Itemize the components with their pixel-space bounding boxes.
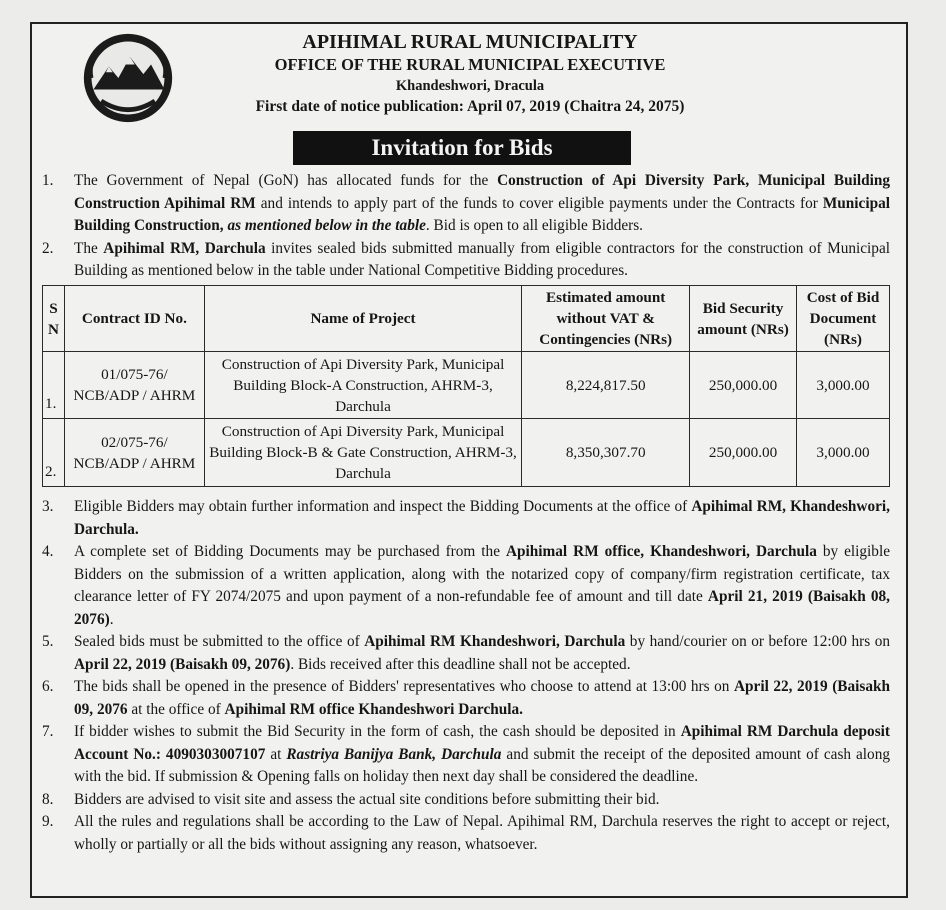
item-text-run: April 22, 2019 (Baisakh 09, 2076) bbox=[74, 655, 291, 673]
item-text-run: Apihimal RM Khandeshwori, Darchula bbox=[364, 633, 626, 650]
cell-sn: 1. bbox=[43, 352, 65, 419]
item-text-run: by eligible Bidders on the submission of a written application, along with the notarized copy of company/firm registration certificate, tax clearance letter of FY 2074/2075 and upon payment of a non-refundable fee of amount and till date bbox=[74, 543, 890, 605]
item-text-run: Apihimal RM, Khandeshwori, Darchula. bbox=[74, 498, 890, 538]
item-text-run: Bidders are advised to visit site and assess the actual site conditions before submitting their bid. bbox=[74, 790, 660, 808]
item-text-run: If bidder wishes to submit the Bid Security in the form of cash, the cash should be deposited in bbox=[74, 723, 681, 740]
cell-project-name: Construction of Api Diversity Park, Municipal Building Block-A Construction, AHRM-3, Darchula bbox=[204, 352, 521, 419]
item-text bbox=[74, 789, 890, 812]
notice-header bbox=[180, 30, 760, 118]
column-header-estimated-amount: Estimated amount without VAT & Contingencies (NRs) bbox=[522, 286, 690, 352]
municipality-name: APIHIMAL RURAL MUNICIPALITY bbox=[302, 31, 638, 53]
item-text-run: at bbox=[265, 745, 287, 763]
item-text-run: . bbox=[109, 610, 114, 628]
item-text-run: Apihimal RM, Darchula bbox=[103, 239, 266, 257]
item-number: 9. bbox=[42, 813, 54, 830]
item-text-run: April 21, 2019 (Baisakh 08, 2076) bbox=[74, 588, 890, 628]
item-text-run: The bbox=[74, 239, 104, 257]
item-text-run: as mentioned below in the table bbox=[227, 217, 426, 234]
office-name: OFFICE OF THE RURAL MUNICIPAL EXECUTIVE bbox=[274, 55, 666, 74]
item-text-run: by hand/courier on or before 12:00 hrs on bbox=[625, 633, 890, 650]
item-text-run: Apihimal RM Darchula deposit Account No.: 4090303007107 bbox=[74, 723, 890, 763]
cell-sn: 2. bbox=[43, 419, 65, 487]
notice-item bbox=[38, 631, 890, 676]
office-location: Khandeshwori, Dracula bbox=[395, 78, 545, 94]
cell-bid-security: 250,000.00 bbox=[690, 352, 797, 419]
notice-item bbox=[38, 170, 890, 238]
item-text-run: Apihimal RM office, Khandeshwori, Darchula bbox=[505, 543, 817, 560]
cell-contract-id: 01/075-76/ NCB/ADP / AHRM bbox=[64, 352, 204, 419]
notice-item bbox=[38, 721, 890, 789]
notice-publication-date: First date of notice publication: April 07, 2019 (Chaitra 24, 2075) bbox=[255, 98, 685, 115]
cell-estimated-amount: 8,350,307.70 bbox=[522, 419, 690, 487]
item-number: 5. bbox=[42, 633, 54, 650]
item-text-run: All the rules and regulations shall be according to the Law of Nepal. Apihimal RM, Darchula reserves the right to accept or reject, wholly or partially or all the bids without assigning any reason, whatsoever. bbox=[74, 813, 890, 853]
notice-item bbox=[38, 811, 890, 856]
item-text bbox=[74, 170, 890, 238]
bids-table bbox=[42, 285, 890, 487]
nepal-emblem-logo bbox=[80, 30, 176, 126]
cell-contract-id: 02/075-76/ NCB/ADP / AHRM bbox=[64, 419, 204, 487]
item-text-run: Sealed bids must be submitted to the office of bbox=[74, 633, 365, 650]
item-number: 2. bbox=[42, 239, 54, 257]
item-text-run: Eligible Bidders may obtain further information and inspect the Bidding Documents at the office of bbox=[74, 498, 692, 515]
item-text-run: Municipal Building Construction, bbox=[74, 194, 890, 234]
item-number: 6. bbox=[42, 678, 54, 695]
item-text-run: The bids shall be opened in the presence of Bidders' representatives who choose to attend at 13:00 hrs on bbox=[74, 678, 734, 695]
item-text bbox=[74, 541, 890, 631]
item-number: 3. bbox=[42, 498, 54, 515]
notice-item bbox=[38, 541, 890, 631]
notice-item bbox=[38, 496, 890, 541]
item-text-run: invites sealed bids submitted manually from eligible contractors for the construction of Municipal Building as mentioned below in the table under National Competitive Bidding procedures. bbox=[74, 239, 890, 279]
table-row bbox=[43, 419, 890, 487]
column-header-contract-id: Contract ID No. bbox=[64, 286, 204, 352]
item-text-run: and submit the receipt of the deposited amount of cash along with the bid. If submission & Opening falls on holiday then next day shall be considered the deadline. bbox=[74, 745, 890, 785]
table-header-row bbox=[43, 286, 890, 352]
notice-item bbox=[38, 238, 890, 283]
cell-project-name: Construction of Api Diversity Park, Municipal Building Block-B & Gate Construction, AHRM-3, Darchula bbox=[204, 419, 521, 487]
cell-estimated-amount: 8,224,817.50 bbox=[522, 352, 690, 419]
item-text-run: at the office of bbox=[127, 700, 225, 718]
cell-bid-security: 250,000.00 bbox=[690, 419, 797, 487]
column-header-bid-security: Bid Security amount (NRs) bbox=[690, 286, 797, 352]
item-text-run: . Bid is open to all eligible Bidders. bbox=[425, 217, 643, 234]
item-text bbox=[74, 496, 890, 541]
column-header-project-name: Name of Project bbox=[204, 286, 521, 352]
item-text-run: Apihimal RM office Khandeshwori Darchula. bbox=[224, 700, 523, 718]
item-number: 7. bbox=[42, 723, 54, 740]
notice-items-bottom bbox=[38, 496, 890, 856]
item-text-run: . Bids received after this deadline shall not be accepted. bbox=[290, 655, 631, 673]
notice-item bbox=[38, 789, 890, 812]
item-text bbox=[74, 676, 890, 721]
item-number: 8. bbox=[42, 790, 54, 808]
item-text bbox=[74, 238, 890, 283]
item-text-run: The Government of Nepal (GoN) has allocated funds for the bbox=[74, 172, 498, 189]
item-text-run: Rastriya Banijya Bank, Darchula bbox=[286, 745, 502, 763]
cell-bid-document-cost: 3,000.00 bbox=[797, 352, 890, 419]
item-text-run: April 22, 2019 (Baisakh 09, 2076 bbox=[74, 678, 891, 718]
item-text bbox=[74, 811, 890, 856]
item-text bbox=[74, 631, 890, 676]
notice-item bbox=[38, 676, 890, 721]
item-text-run: and intends to apply part of the funds to cover eligible payments under the Contracts for bbox=[255, 194, 823, 212]
cell-bid-document-cost: 3,000.00 bbox=[797, 419, 890, 487]
table-row bbox=[43, 352, 890, 419]
item-text-run: A complete set of Bidding Documents may be purchased from the bbox=[74, 543, 506, 560]
notice-items-top bbox=[38, 170, 890, 283]
item-text bbox=[74, 721, 890, 789]
item-number: 4. bbox=[42, 543, 54, 560]
invitation-banner: Invitation for Bids bbox=[293, 131, 631, 165]
item-text-run: Construction of Api Diversity Park, Municipal Building Construction Apihimal RM bbox=[74, 172, 891, 212]
column-header-bid-document-cost: Cost of Bid Document (NRs) bbox=[797, 286, 890, 352]
item-number: 1. bbox=[42, 172, 54, 189]
column-header-sn: S N bbox=[43, 286, 65, 352]
